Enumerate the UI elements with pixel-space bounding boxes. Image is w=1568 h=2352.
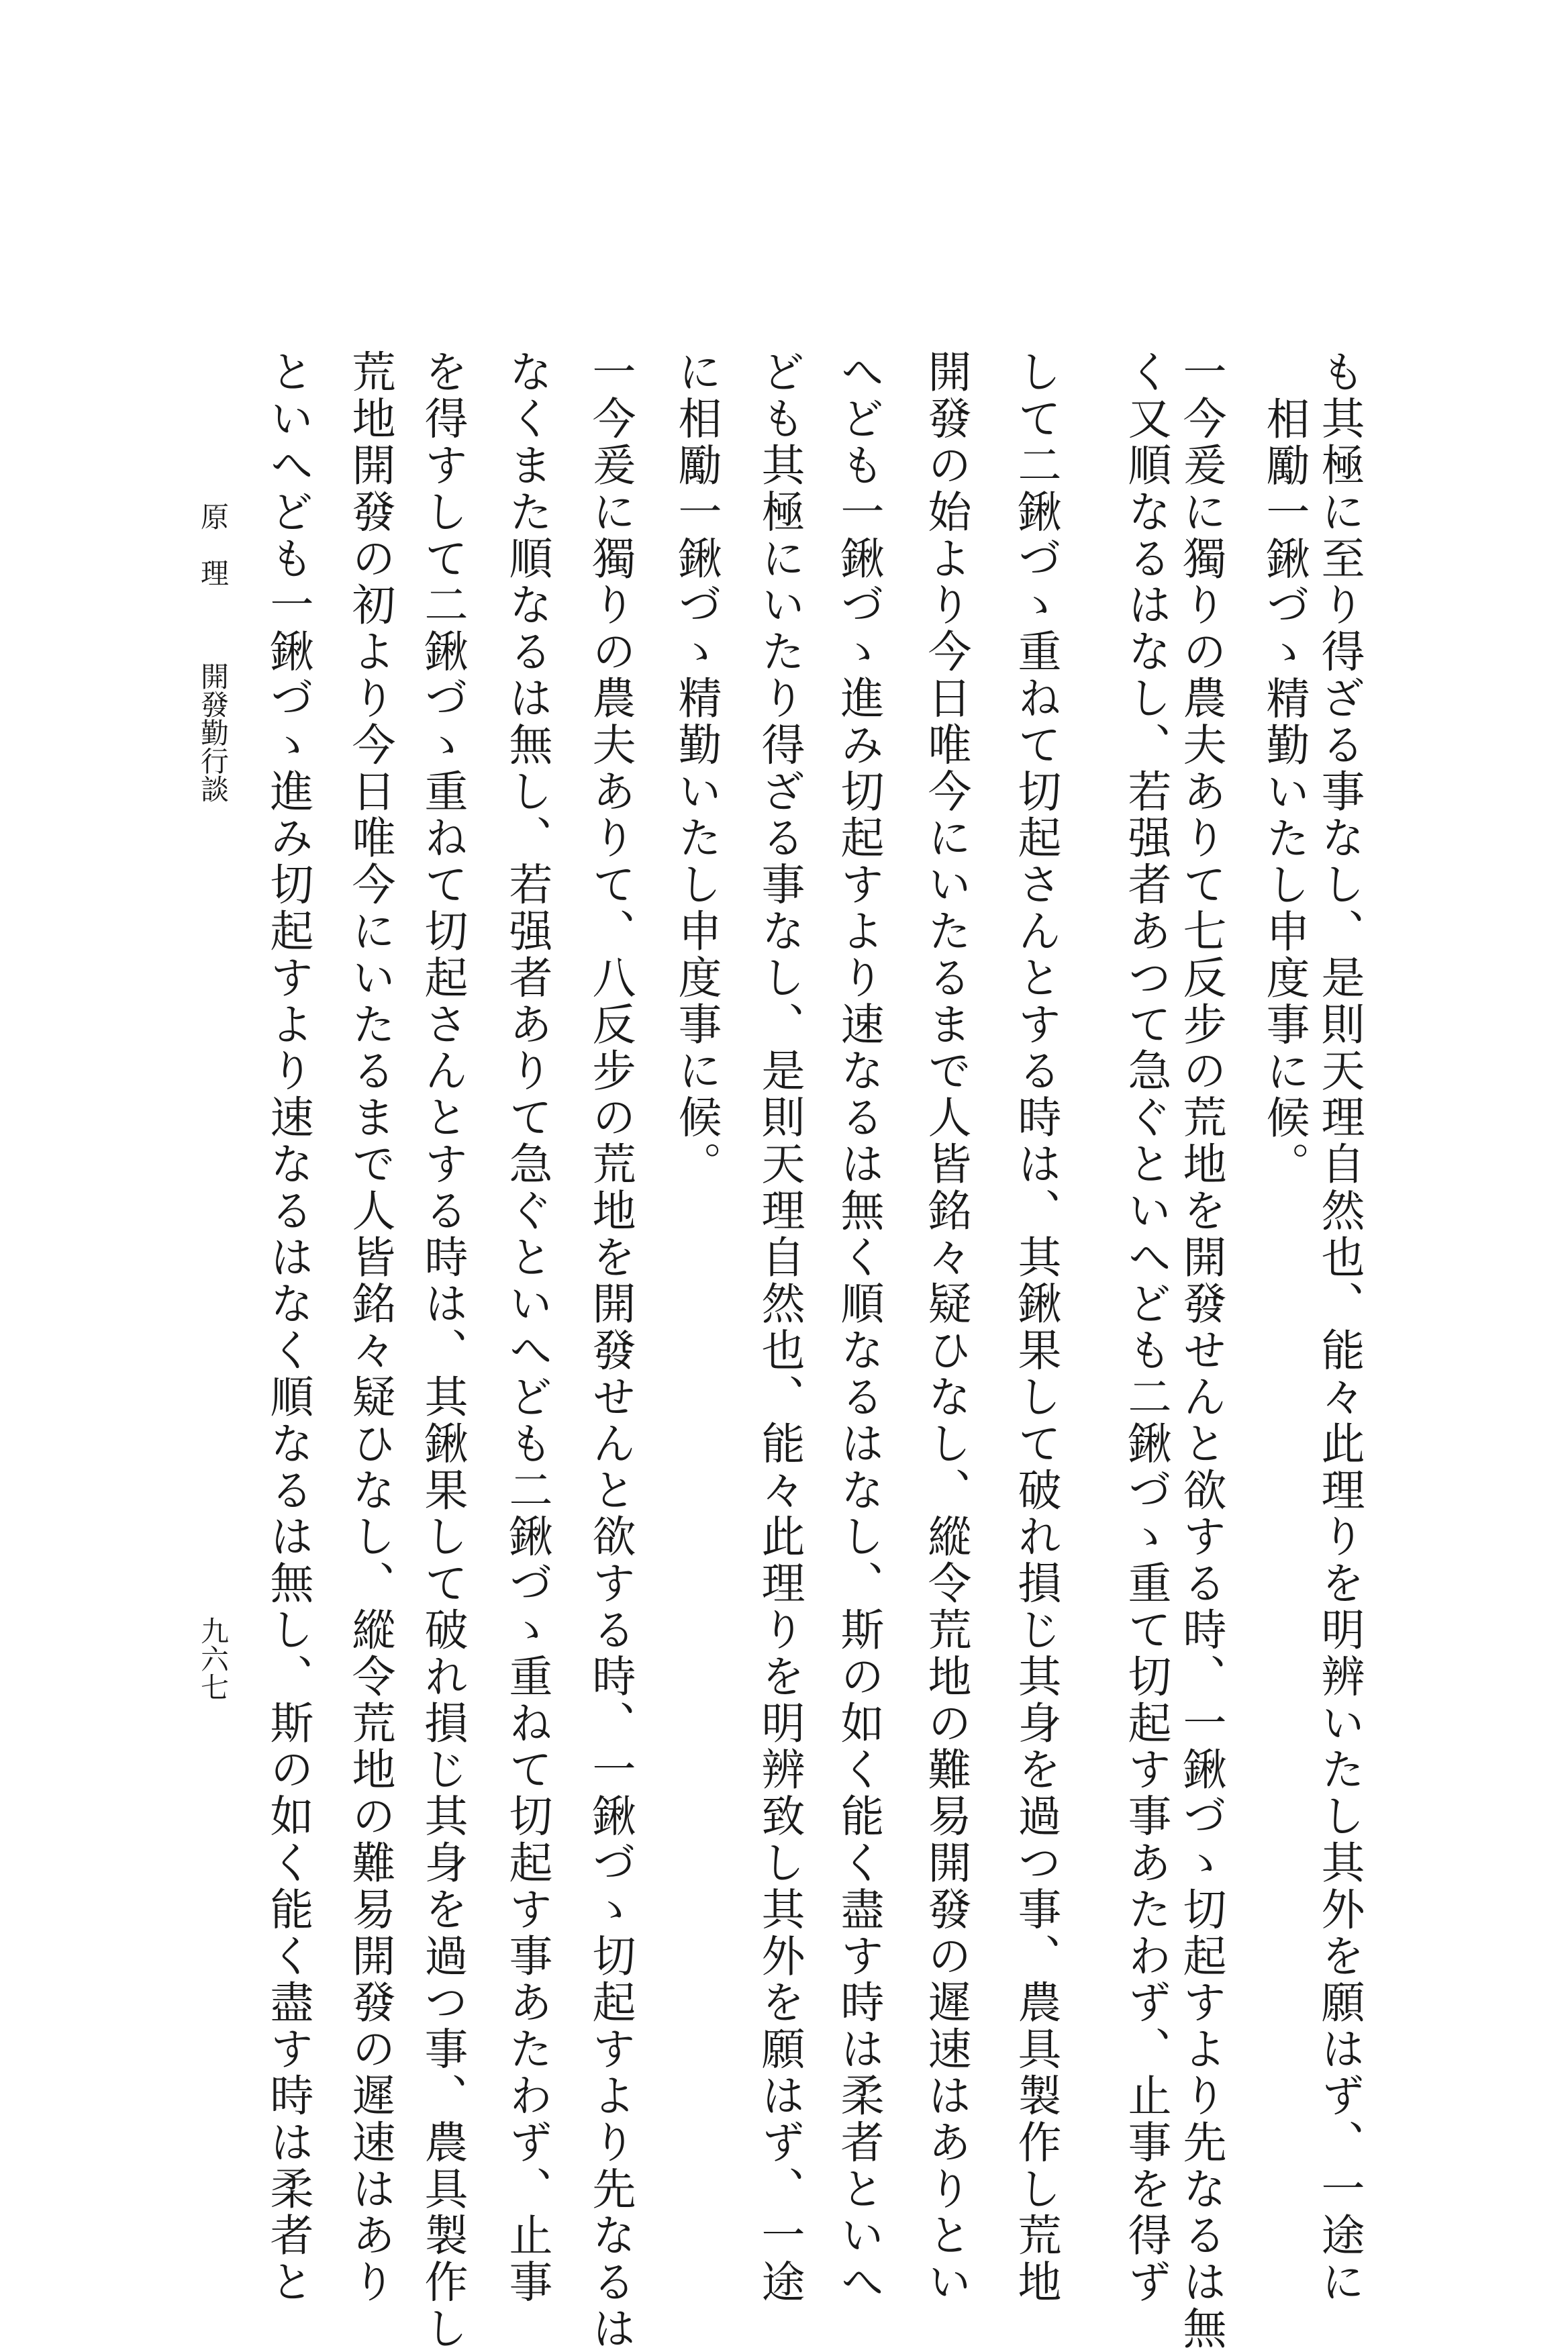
text-column: も其極に至り得ざる事なし、是則天理自然也、能々此理りを明辨いたし其外を願はず、一途に <box>1314 349 1364 2306</box>
text-column: ども其極にいたり得ざる事なし、是則天理自然也、能々此理りを明辨致し其外を願はず、一途 <box>754 349 804 2306</box>
text-column: に相勵一鍬づゝ精勤いたし申度事に候。 <box>671 349 721 1188</box>
text-column: 相勵一鍬づゝ精勤いたし申度事に候。 <box>1259 396 1309 1188</box>
running-header-title: 開發勤行談 <box>197 662 230 803</box>
text-column: 開發の始より今日唯今にいたるまで人皆銘々疑ひなし、縱令荒地の難易開發の遲速はありとい <box>920 349 971 2306</box>
text-column: く又順なるはなし、若强者あつて急ぐといへども二鍬づゝ重て切起す事あたわず、止事を得ず <box>1120 349 1171 2306</box>
text-column: といへども一鍬づゝ進み切起すより速なるはなく順なるは無し、斯の如く能く盡す時は柔者と <box>262 349 313 2306</box>
text-column: 一今爰に獨りの農夫ありて、八反步の荒地を開發せんと欲する時、一鍬づゝ切起すより先なるは <box>585 349 635 2352</box>
running-header-section: 原 理 <box>197 502 230 587</box>
page-number: 九六七 <box>197 1616 230 1701</box>
text-column: を得すして二鍬づゝ重ねて切起さんとする時は、其鍬果して破れ損じ其身を過つ事、農具製作し <box>417 349 467 2352</box>
text-column: なくまた順なるは無し、若强者ありて急ぐといへども二鍬づゝ重ねて切起す事あたわず、止事 <box>501 349 552 2306</box>
text-column: へども一鍬づゝ進み切起すより速なるは無く順なるはなし、斯の如く能く盡す時は柔者といへ <box>833 349 883 2306</box>
text-column: 荒地開發の初より今日唯今にいたるまで人皆銘々疑ひなし、縱令荒地の難易開發の遲速はあり <box>344 349 395 2306</box>
text-column: して二鍬づゝ重ねて切起さんとする時は、其鍬果して破れ損じ其身を過つ事、農具製作し荒地 <box>1010 349 1061 2306</box>
text-column: 一今爰に獨りの農夫ありて七反步の荒地を開發せんと欲する時、一鍬づゝ切起すより先なるは無 <box>1175 349 1226 2352</box>
